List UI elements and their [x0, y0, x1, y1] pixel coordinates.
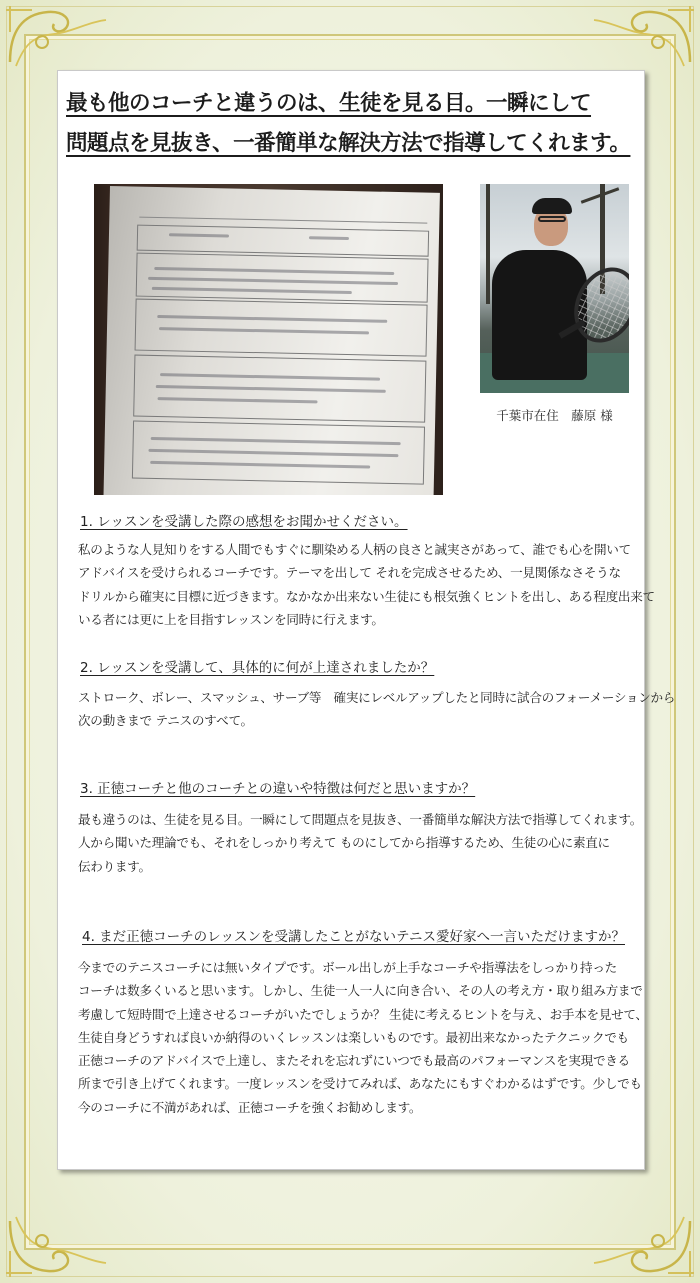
answer-2-line: 次の動きまで テニスのすべて。 [78, 713, 253, 729]
answer-4-line: 生徒自身どうすれば良いか納得のいくレッスンは楽しいものです。最初出来なかったテクニックでも [78, 1029, 629, 1045]
survey-paper [103, 186, 440, 495]
answer-4-line: 今までのテニスコーチには無いタイプです。ボール出しが上手なコーチや指導法をしっかり持った [78, 960, 617, 975]
answer-2-line: ストローク、ボレー、スマッシュ、サーブ等 確実にレベルアップしたと同時に試合のフォーメーションから [78, 690, 676, 705]
answer-4-line: 今のコーチに不満があれば、正徳コーチを強くお勧めします。 [78, 1099, 422, 1115]
answer-4-line: 所まで引き上げてくれます。一度レッスンを受けてみれば、あなたにもすぐわかるはずです。少しでも [78, 1076, 642, 1092]
answer-2 [78, 686, 675, 733]
question-1: 1. レッスンを受講した際の感想をお聞かせください。 [80, 514, 408, 530]
ornament-corner-top-left [2, 2, 112, 72]
ornament-corner-bottom-right [588, 1211, 698, 1281]
answer-3-line: 最も違うのは、生徒を見る目。一瞬にして問題点を見抜き、一番簡単な解決方法で指導してくれます。 [78, 812, 643, 827]
answer-1-line: 私のような人見知りをする人間でもすぐに馴染める人柄の良さと誠実さがあって、誰でも心を開いて [78, 542, 631, 557]
survey-sheet-photo [94, 184, 443, 495]
answer-4-line: 正徳コーチのアドバイスで上達し、またそれを忘れずにいつでも最高のパフォーマンスを実現できる [78, 1053, 630, 1069]
answer-3 [78, 808, 642, 878]
question-3: 3. 正徳コーチと他のコーチとの違いや特徴は何だと思いますか？ [80, 781, 476, 797]
answer-1-line: アドバイスを受けられるコーチです。テーマを出して それを完成させるため、一見関係なさそうな [78, 565, 621, 581]
answer-3-line: 伝わります。 [78, 858, 151, 874]
ornament-corner-top-right [588, 2, 698, 72]
answer-4 [78, 956, 648, 1119]
headline-line-2: 問題点を見抜き、一番簡単な解決方法で指導してくれます。 [66, 131, 631, 156]
answer-4-line: コーチは数多くいると思います。しかし、生徒一人一人に向き合い、その人の考え方・取り組み方まで [78, 983, 643, 999]
answer-4-line: 考慮して短時間で上達させるコーチがいたでしょうか？ 生徒に考えるヒントを与え、お手本を見せて、 [78, 1006, 648, 1022]
answer-1 [78, 538, 655, 631]
customer-portrait-photo [480, 184, 629, 393]
customer-caption: 千葉市在住 藤原 様 [496, 408, 613, 423]
answer-1-line: ドリルから確実に目標に近づきます。なかなか出来ない生徒にも根気強くヒントを出し、ある程度出来て [78, 588, 655, 604]
answer-1-line: いる者には更に上を目指すレッスンを同時に行えます。 [78, 611, 384, 627]
answer-3-line: 人から聞いた理論でも、それをしっかり考えて ものにしてから指導するため、生徒の心に素直に [78, 835, 610, 851]
question-2: 2. レッスンを受講して、具体的に何が上達されましたか？ [80, 660, 435, 676]
ornament-corner-bottom-left [2, 1211, 112, 1281]
question-4: 4. まだ正徳コーチのレッスンを受講したことがないテニス愛好家へ一言いただけますか？ [82, 929, 625, 945]
headline-line-1: 最も他のコーチと違うのは、生徒を見る目。一瞬にして [66, 91, 592, 116]
